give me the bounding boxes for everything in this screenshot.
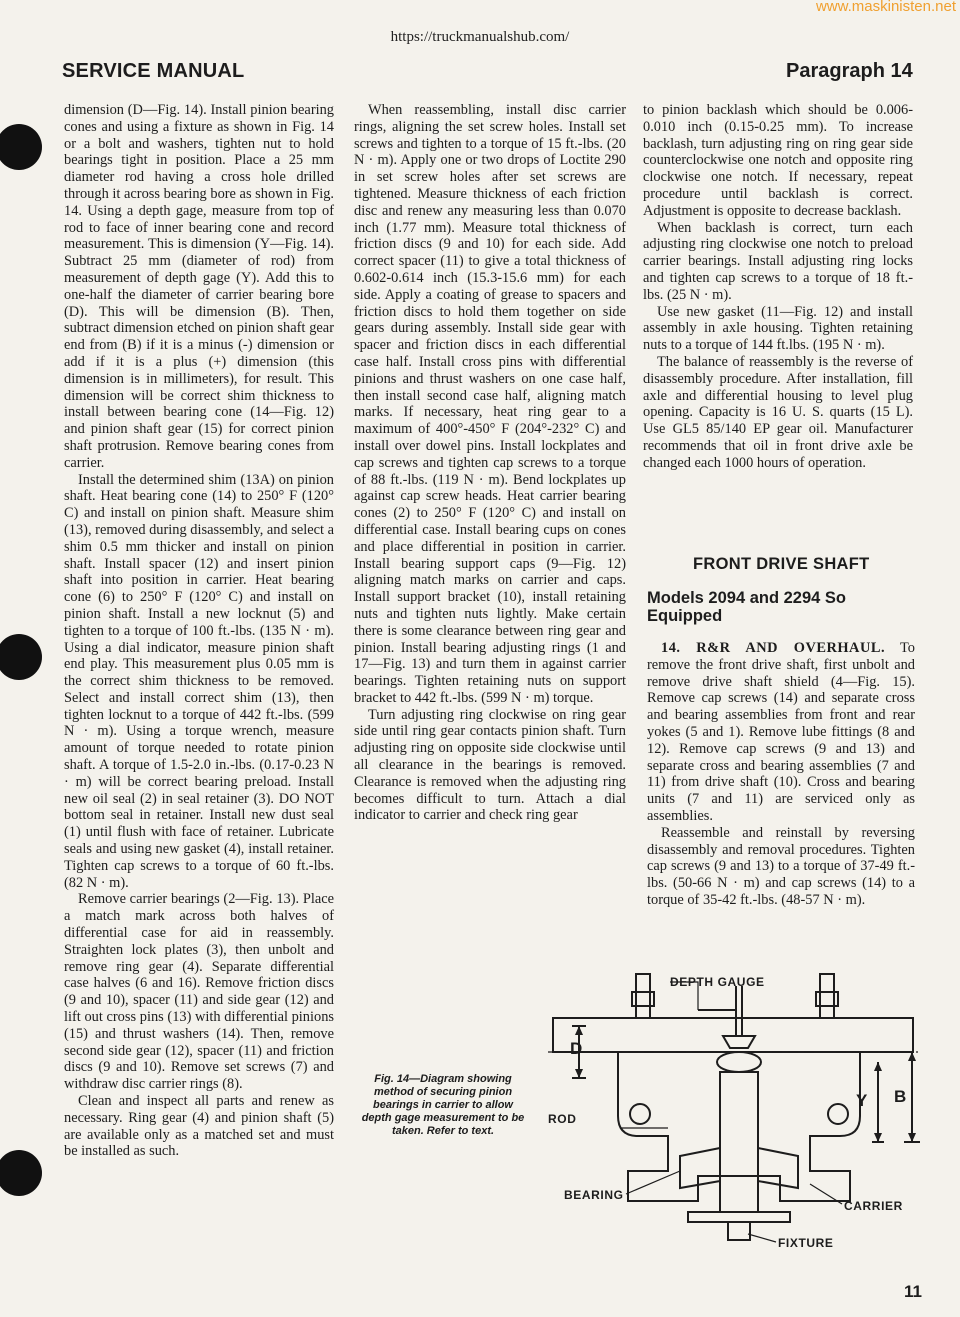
left-stud [636, 974, 650, 1018]
pinion-shaft [720, 1072, 758, 1212]
source-url[interactable]: https://truckmanualshub.com/ [390, 29, 570, 45]
label-rod: ROD [548, 1112, 577, 1126]
paragraph: dimension (D—Fig. 14). Install pinion bearing cones and using a fixture as shown in Fig. 14 or a bolt and washers, tighten nut to hold bearings tight in position. Place a 25 mm diameter rod having a cross hole drilled through it across bearing bore as shown in Fig. 14. Using a depth gage, measure from top of rod to face of inner bearing cone and record measurement. This is dimension (Y—Fig. 14). Subtract 25 mm (diameter of rod) from measurement of depth gage (Y). Add this to one-half the diameter of carrier bearing bore (D). This will be dimension (B). Then, subtract dimension etched on pinion shaft gear end from (B) if it is a minus (-) dimension or add if it is a plus (+) dimension (this dimension is in millimeters), for result. This dimension will be correct shim thickness to install between bearing cone (14—Fig. 12) and pinion shaft gear (15) for correct pinion shaft protrusion. Remove bearing cones from carrier. [64, 102, 334, 471]
paragraph: to pinion backlash which should be 0.006-0.010 inch (0.15-0.25 mm). To increase backlash, turn adjusting ring on ring gear side counterclockwise one notch and opposite ring clockwise one notch. If necessary, repeat procedure until backlash is correct. Adjustment is opposite to decrease backlash. [643, 102, 913, 219]
label-carrier: CARRIER [844, 1199, 903, 1213]
column-1 [64, 102, 334, 1160]
bearing-leader [626, 1171, 680, 1194]
header-paragraph: Paragraph 14 [786, 60, 913, 82]
watermark: www.maskinisten.net [815, 0, 956, 15]
label-bearing: BEARING [564, 1188, 624, 1202]
paragraph: Remove carrier bearings (2—Fig. 13). Place a match mark across both halves of differential case for aid in reassembly. Straighten lock plates (3), then unbolt and remove ring gear (4). Separate differential case halves (6 and 16). Remove friction discs (9 and 10), spacer (11) and side gear (12) and lift out cross pins (13) with differential pinions (15) and thrust washers (14). Then, remove second side gear (12), spacer (11) and friction discs (9 and 10). Remove set screws (7) and withdraw disc carrier rings (8). [64, 891, 334, 1093]
depth-gauge-foot [723, 1036, 755, 1048]
binder-hole-1 [0, 124, 42, 170]
column-3-bottom [647, 640, 915, 909]
bearing-left [680, 1148, 720, 1188]
column-3-top [643, 102, 913, 472]
subsection-title: Models 2094 and 2294 So Equipped [647, 589, 847, 625]
binder-hole-2 [0, 634, 42, 680]
paragraph: Use new gasket (11—Fig. 12) and install assembly in axle housing. Tighten retaining nuts to a torque of 144 ft.lbs. (195 N · m). [643, 303, 913, 354]
header-title: SERVICE MANUAL [62, 60, 245, 82]
figure-caption: Fig. 14—Diagram showing method of securing pinion bearings in carrier to allow depth gage measurement to be taken. Refer to text. [361, 1073, 525, 1137]
paragraph [647, 640, 915, 825]
fixture-plate [688, 1212, 790, 1222]
paragraph: The balance of reassembly is the reverse of disassembly procedure. After installation, fill axle and differential housing to level plug opening. Capacity is 16 U. S. quarts (15 L). Use GL5 85/140 EP gear oil. Manufacturer recommends that oil in front drive axle be changed each 1000 hours of operation. [643, 353, 913, 471]
paragraph: When reassembling, install disc carrier rings, aligning the set screw holes. Install set screws and tighten to a torque of 15 ft.-lbs. (20 N · m). Apply one or two drops of Loctite 290 in set screw holes after set screws are tightened. Measure thickness of each friction disc and renew any measuring less than 0.070 inch (1.77 mm). Measure total thickness of friction discs (9 and 10) for each side. Add correct spacer (11) to give a total thickness of 0.602-0.614 inch (15.3-15.6 mm) for each side. Apply a coating of grease to spacers and friction discs to hold them together on side gears during assembly. Install side gear with spacer and friction discs in each differential case half. Install cross pins with differential pinions and thrust washers on one case half, then install second case half, aligning match marks. If necessary, heat ring gear to a maximum of 400°-450° F (204°-232° C) and install over dowel pins. Install lockplates and cap screws and tighten cap screws to a torque of 88 ft.-lbs. (119 N · m). Bend lockplates up against cap screw heads. Heat carrier bearing cones (2) to 250° F (120° C) and install on differential case. Install bearing cups on cones and place differential in position in carrier. Install bearing support caps (9—Fig. 12) aligning match marks on carrier and caps. Install support bracket (10), install retaining nuts and tighten nuts lightly. Make certain there is some clearance between ring gear and pinion. Install bearing adjusting rings (1 and 17—Fig. 13) and turn them in against carrier bearings. Tighten retaining nuts on support bracket to 442 ft.-lbs. (599 N · m) torque. [354, 102, 626, 706]
paragraph-lead: 14. R&R AND OVERHAUL. [661, 640, 886, 656]
right-stud [820, 974, 834, 1018]
bearing-right [758, 1148, 798, 1188]
paragraph: Clean and inspect all parts and renew as necessary. Ring gear (4) and pinion shaft (5) are available only as a matched set and must be installed as such. [64, 1093, 334, 1160]
rod [717, 1052, 761, 1072]
label-d: D [570, 1039, 583, 1058]
figure-14-diagram [548, 966, 928, 1256]
paragraph: Turn adjusting ring clockwise on ring gear side until ring gear contacts pinion shaft. Turn adjusting ring on opposite side clockwise until all clearance in the bearings is removed. Clearance is removed when the adjusting ring becomes difficult to turn. Attach a dial indicator to carrier and check ring gear [354, 706, 626, 824]
label-depth-gauge: DEPTH GAUGE [670, 975, 765, 989]
paragraph: Reassemble and reinstall by reversing disassembly and removal procedures. Tighten cap screws (9 and 13) to a torque of 37-49 ft.-lbs. (50-66 N · m) and cap screws (14) to a torque of 35-42 ft.-lbs. (48-57 N · m). [647, 824, 915, 908]
paragraph-text: To remove the front drive shaft, first unbolt and remove drive shaft shield (4—Fig. 15). Remove cap screws (14) and separate cross and bearing assemblies from front and rear yokes (5 and 1). Remove lube fittings (8 and 12). Remove cap screws (9 and 13) and separate cross and bearing assemblies (7 and 11) from drive shaft (10). Cross and bearing units (7 and 11) are serviced only as assemblies. [647, 640, 915, 824]
binder-hole-3 [0, 1150, 42, 1196]
fixture-leader [748, 1234, 776, 1242]
label-y: Y [856, 1091, 868, 1110]
page-number: 11 [904, 1282, 922, 1301]
section-title: FRONT DRIVE SHAFT [693, 555, 870, 573]
label-b: B [894, 1087, 907, 1106]
paragraph: When backlash is correct, turn each adjusting ring clockwise one notch to preload carrier bearings. Install adjusting ring locks and tighten cap screws to a torque of 18 ft.-lbs. (25 N · m). [643, 219, 913, 303]
paragraph: Install the determined shim (13A) on pinion shaft. Heat bearing cone (14) to 250° F (120° C) and install on pinion shaft. Measure shim (13), removed during disassembly, and select a shim 0.5 mm thicker and install on pinion shaft. Install spacer (12) and insert pinion shaft into position in carrier. Heat bearing cone (6) to 250° F (120° C) and install on pinion shaft. Install a new locknut (5) and tighten to a torque of 100 ft.-lbs. (135 N · m). Using a dial indicator, measure pinion shaft end play. This measurement plus 0.05 mm is the correct shim thickness to be removed. Select and install correct shim (13), then tighten locknut to a torque of 442 ft.-lbs. (599 N · m). Using a torque wrench, measure amount of torque needed to rotate pinion shaft. A torque of 1.5-2.0 in.-lbs. (0.17-0.23 N · m) will be correct bearing preload. Install new oil seal (2) in seal retainer (3). DO NOT bottom seal in retainer. Install new dust seal (1) until flush with face of retainer. Lubricate seals and using new gasket (4), install retainer. Tighten cap screws to a torque of 60 ft.-lbs. (82 N · m). [64, 471, 335, 891]
label-fixture: FIXTURE [778, 1236, 834, 1250]
carrier-body [618, 1052, 860, 1201]
fixture-nut [728, 1222, 750, 1240]
column-2 [354, 102, 626, 824]
